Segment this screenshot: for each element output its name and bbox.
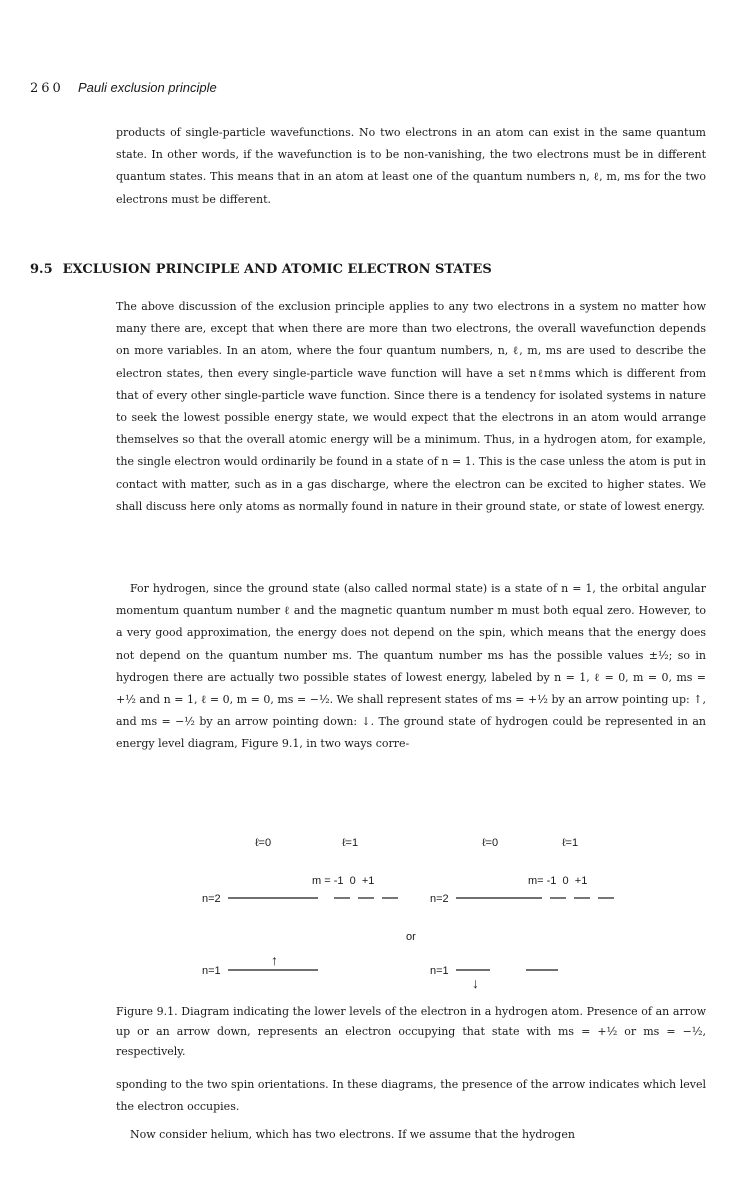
left-l1-label: ℓ=1: [342, 837, 359, 849]
right-m-label: m= -1 0 +1: [528, 875, 588, 887]
paragraph-2: For hydrogen, since the ground state (also called normal state) is a state of n = 1, the orbital angular momentum quantum number ℓ and the magnetic quantum number m must both equal zero. However, to a very good approximation, the energy does not depend on the spin, which means that the energy does not depend on the quantum number ms. The quantum number ms has the possible values ±½; so in hydrogen there are actually two possible states of lowest energy, labeled by n = 1, ℓ = 0, m = 0, ms = +½ and n = 1, ℓ = 0, m = 0, ms = −½. We shall represent states of ms = +½ by an arrow pointing up: ↑, and ms = −½ by an arrow pointing down: ↓. The ground state of hydrogen could be represented in an energy level diagram, Figure 9.1, in two ways corre-: [116, 582, 706, 751]
right-l1-label: ℓ=1: [562, 837, 579, 849]
left-n2-label: n=2: [202, 893, 221, 905]
intro-paragraph: products of single-particle wavefunctions. No two electrons in an atom can exist in the same quantum state. In other words, if the wavefunction is to be non-vanishing, the two electrons must be in different quantum states. This means that in an atom at least one of the quantum numbers n, ℓ, m, ms for the two electrons must be different.: [116, 126, 706, 206]
figure-caption: Figure 9.1. Diagram indicating the lower levels of the electron in a hydrogen atom. Presence of an arrow up or an arrow down, represents an electron occupying that state with ms = +½ or ms = −½, respectively.: [116, 1005, 706, 1058]
page-number: 260: [30, 81, 64, 96]
left-l0-label: ℓ=0: [255, 837, 272, 849]
right-l0-label: ℓ=0: [482, 837, 499, 849]
energy-level-diagram: [190, 832, 630, 990]
or-label: or: [406, 931, 416, 943]
right-n1-label: n=1: [430, 965, 449, 977]
paragraph-4: Now consider helium, which has two electrons. If we assume that the hydrogen: [130, 1128, 575, 1141]
running-title: Pauli exclusion principle: [77, 80, 217, 95]
section-heading: [30, 262, 492, 277]
right-n2-label: n=2: [430, 893, 449, 905]
left-n1-label: n=1: [202, 965, 221, 977]
paragraph-3: sponding to the two spin orientations. In these diagrams, the presence of the arrow indicates which level the electron occupies.: [116, 1078, 706, 1114]
left-m-label: m = -1 0 +1: [312, 875, 375, 887]
section-number: 9.5: [30, 262, 53, 277]
paragraph-1: The above discussion of the exclusion principle applies to any two electrons in a system no matter how many there are, except that when there are more than two electrons, the overall wavefunction depends on more variables. In an atom, where the four quantum numbers, n, ℓ, m, ms are used to describe the electron states, then every single-particle wave function will have a set nℓmms which is different from that of every other single-particle wave function. Since there is a tendency for isolated systems in nature to seek the lowest possible energy state, we would expect that the electrons in an atom would arrange themselves so that the overall atomic energy will be a minimum. Thus, in a hydrogen atom, for example, the single electron would ordinarily be found in a state of n = 1. This is the case unless the atom is put in contact with matter, such as in a gas discharge, where the electron can be excited to higher states. We shall discuss here only atoms as normally found in nature in their ground state, or state of lowest energy.: [116, 300, 706, 513]
section-title: EXCLUSION PRINCIPLE AND ATOMIC ELECTRON STATES: [62, 262, 492, 277]
page-header: [30, 80, 217, 96]
spin-up-arrow: ↑: [271, 952, 278, 968]
spin-down-arrow: ↓: [472, 975, 479, 990]
